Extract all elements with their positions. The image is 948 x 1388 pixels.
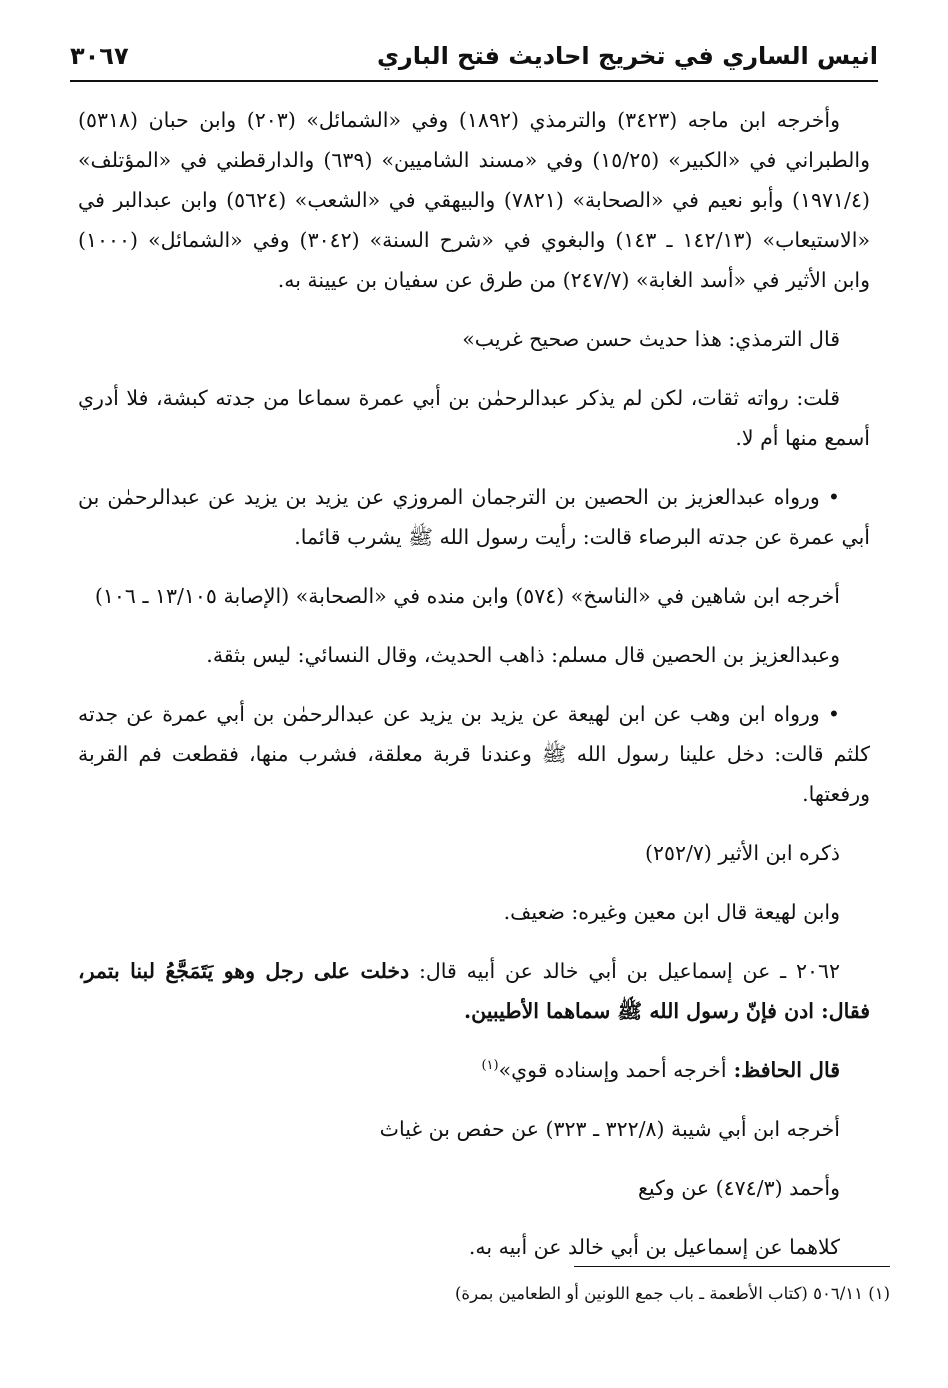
page-number: ٣٠٦٧ [70,42,129,70]
footnote-rule [574,1266,890,1267]
paragraph-ibn-lahia: وابن لهيعة قال ابن معين وغيره: ضعيف. [503,900,840,924]
footnote-marker: (١) [868,1284,890,1303]
body-text [78,100,870,1286]
footnote-reference: (١) [481,1058,499,1074]
takhrij-line-ahmad: وأحمد (٤٧٤/٣) عن وكيع [638,1176,840,1200]
hadith-text: دخلت على رجل وهو يَتَمَجَّعُ لبنا بتمر، فقال: ادن فإنّ رسول الله ﷺ سماهما الأطيبين. [78,959,870,1023]
footnote [300,1280,890,1308]
takhrij-line-ibn-abi-shaybah: أخرجه ابن أبي شيبة (٣٢٢/٨ ـ ٣٢٣) عن حفص بن غياث [379,1117,840,1141]
paragraph-tirmidhi-grade: قال الترمذي: هذا حديث حسن صحيح غريب» [462,327,840,351]
hafiz-text: أخرجه أحمد وإسناده قوي» [498,1058,727,1082]
hadith-intro: ٢٠٦٢ ـ عن إسماعيل بن أبي خالد عن أبيه قال: [409,959,841,983]
paragraph-takhrij-sources: وأخرجه ابن ماجه (٣٤٢٣) والترمذي (١٨٩٢) وفي «الشمائل» (٢٠٣) وابن حبان (٥٣١٨) والطبراني في «الكبير» (١٥/٢٥) وفي «مسند الشاميين» (٦٣٩) والدارقطني في «المؤتلف» (١٩٧١/٤) وأبو نعيم في «الصحابة» (٧٨٢١) والبيهقي في «الشعب» (٥٦٢٤) وابن عبدالبر في «الاستيعاب» (١٤٢/١٣ ـ ١٤٣) والبغوي في «شرح السنة» (٣٠٤٢) وفي «الشمائل» (١٠٠٠) وابن الأثير في «أسد الغابة» (٢٤٧/٧) من طرق عن سفيان بن عيينة به. [78,108,871,292]
header-rule [70,80,878,82]
paragraph-ibn-shahin: أخرجه ابن شاهين في «الناسخ» (٥٧٤) وابن منده في «الصحابة» (الإصابة ١٣/١٠٥ ـ ١٠٦) [94,584,840,608]
paragraph-ibn-athir: ذكره ابن الأثير (٢٥٢/٧) [644,841,840,865]
hafiz-label: قال الحافظ: [726,1058,840,1082]
paragraph-editor-note: قلت: رواته ثقات، لكن لم يذكر عبدالرحمٰن بن أبي عمرة سماعا من جدته كبشة، فلا أدري أسمع منها أم لا. [78,386,870,450]
paragraph-abdulaziz-grading: وعبدالعزيز بن الحصين قال مسلم: ذاهب الحديث، وقال النسائي: ليس بثقة. [206,643,840,667]
paragraph-ibn-wahb-narration: • ورواه ابن وهب عن ابن لهيعة عن يزيد بن يزيد عن عبدالرحمٰن بن أبي عمرة عن جدته كلثم قالت: دخل علينا رسول الله ﷺ وعندنا قربة معلقة، فشرب منها، فقطعت فم القربة ورفعتها. [78,702,870,806]
running-header [70,36,878,76]
footnote-text: ٥٠٦/١١ (كتاب الأطعمة ـ باب جمع اللونين أو الطعامين بمرة) [454,1284,863,1303]
hadith-2062 [78,951,870,1031]
takhrij-line-both: كلاهما عن إسماعيل بن أبي خالد عن أبيه به. [468,1235,840,1259]
book-title: انيس الساري في تخريج احاديث فتح الباري [376,42,878,70]
hafiz-statement [78,1050,870,1090]
paragraph-abdulaziz-narration: • ورواه عبدالعزيز بن الحصين بن الترجمان المروزي عن يزيد بن يزيد عن عبدالرحمٰن بن أبي عمرة عن جدته البرصاء قالت: رأيت رسول الله ﷺ يشرب قائما. [78,485,870,549]
